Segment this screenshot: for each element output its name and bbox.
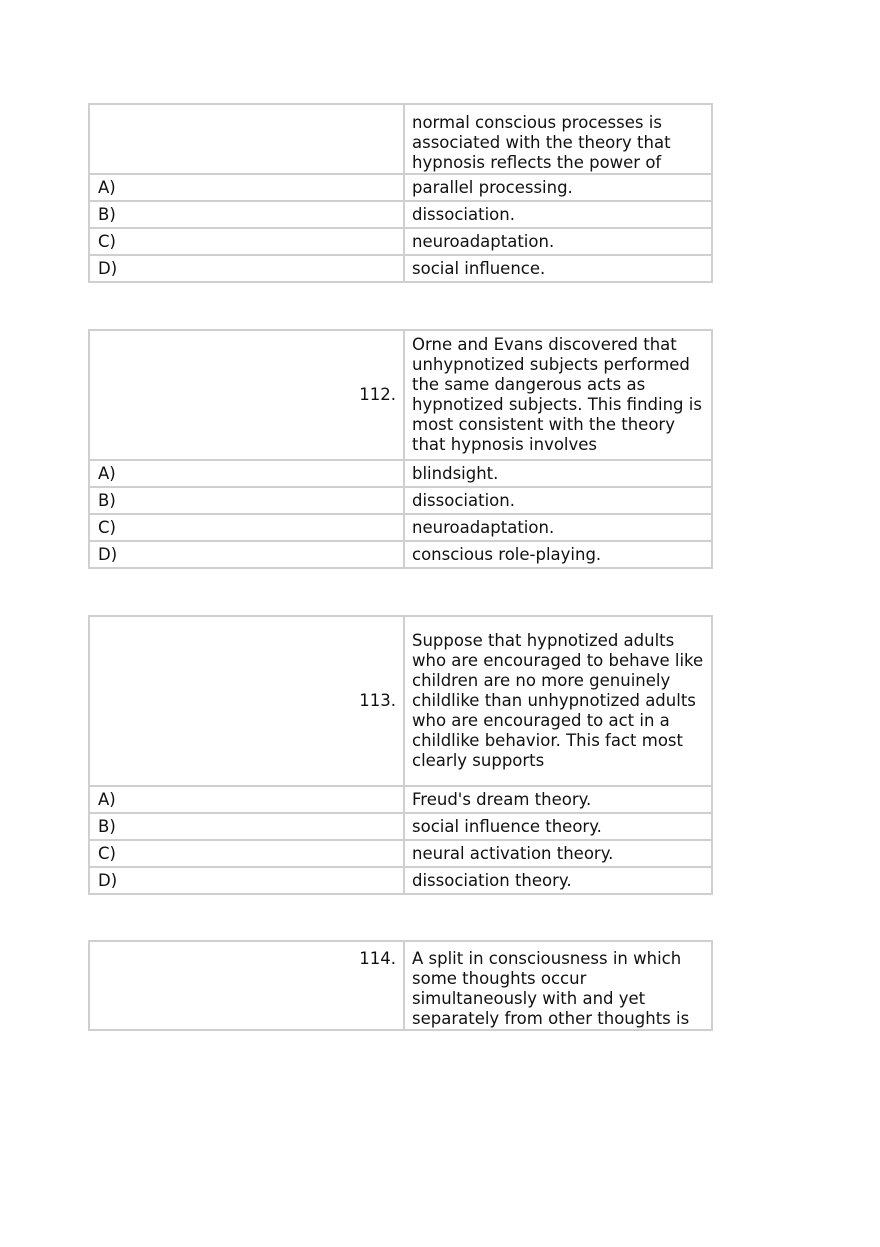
option-text: neural activation theory.	[404, 840, 712, 867]
option-row-b[interactable]	[89, 813, 712, 840]
question-block-112	[88, 329, 713, 569]
question-header-row	[89, 941, 712, 1030]
option-text: dissociation.	[404, 201, 712, 228]
option-letter: C)	[89, 228, 404, 255]
option-row-c[interactable]	[89, 840, 712, 867]
option-letter: B)	[89, 813, 404, 840]
question-block-113	[88, 615, 713, 895]
option-letter: B)	[89, 201, 404, 228]
option-row-d[interactable]	[89, 867, 712, 894]
question-block-111	[88, 103, 713, 283]
question-stem: Suppose that hypnotized adults who are encouraged to behave like children are no more genuinely childlike than unhypnotized adults who are encouraged to act in a childlike behavior. This fact most clearly supports	[404, 616, 712, 786]
option-row-a[interactable]	[89, 460, 712, 487]
option-text: parallel processing.	[404, 174, 712, 201]
option-letter: D)	[89, 541, 404, 568]
option-letter: B)	[89, 487, 404, 514]
option-letter: C)	[89, 840, 404, 867]
option-text: dissociation theory.	[404, 867, 712, 894]
option-letter: D)	[89, 867, 404, 894]
option-letter: A)	[89, 174, 404, 201]
question-stem: Orne and Evans discovered that unhypnotized subjects performed the same dangerous acts as hypnotized subjects. This finding is most consistent with the theory that hypnosis involves	[404, 330, 712, 460]
option-row-c[interactable]	[89, 514, 712, 541]
question-stem: normal conscious processes is associated with the theory that hypnosis reflects the power of	[404, 104, 712, 174]
question-number: 114.	[89, 941, 404, 1030]
option-letter: C)	[89, 514, 404, 541]
question-number: 113.	[89, 616, 404, 786]
option-text: Freud's dream theory.	[404, 786, 712, 813]
option-letter: D)	[89, 255, 404, 282]
option-text: dissociation.	[404, 487, 712, 514]
question-header-row	[89, 616, 712, 786]
question-header-row	[89, 104, 712, 174]
option-row-b[interactable]	[89, 487, 712, 514]
option-text: blindsight.	[404, 460, 712, 487]
question-number	[89, 104, 404, 174]
option-text: conscious role-playing.	[404, 541, 712, 568]
option-row-a[interactable]	[89, 174, 712, 201]
option-text: neuroadaptation.	[404, 228, 712, 255]
option-text: social influence.	[404, 255, 712, 282]
option-letter: A)	[89, 786, 404, 813]
option-row-d[interactable]	[89, 255, 712, 282]
option-text: social influence theory.	[404, 813, 712, 840]
option-row-a[interactable]	[89, 786, 712, 813]
option-row-c[interactable]	[89, 228, 712, 255]
question-number: 112.	[89, 330, 404, 460]
question-block-114	[88, 940, 713, 1031]
option-row-b[interactable]	[89, 201, 712, 228]
question-header-row	[89, 330, 712, 460]
option-row-d[interactable]	[89, 541, 712, 568]
option-letter: A)	[89, 460, 404, 487]
option-text: neuroadaptation.	[404, 514, 712, 541]
question-stem: A split in consciousness in which some thoughts occur simultaneously with and yet separately from other thoughts is	[404, 941, 712, 1030]
